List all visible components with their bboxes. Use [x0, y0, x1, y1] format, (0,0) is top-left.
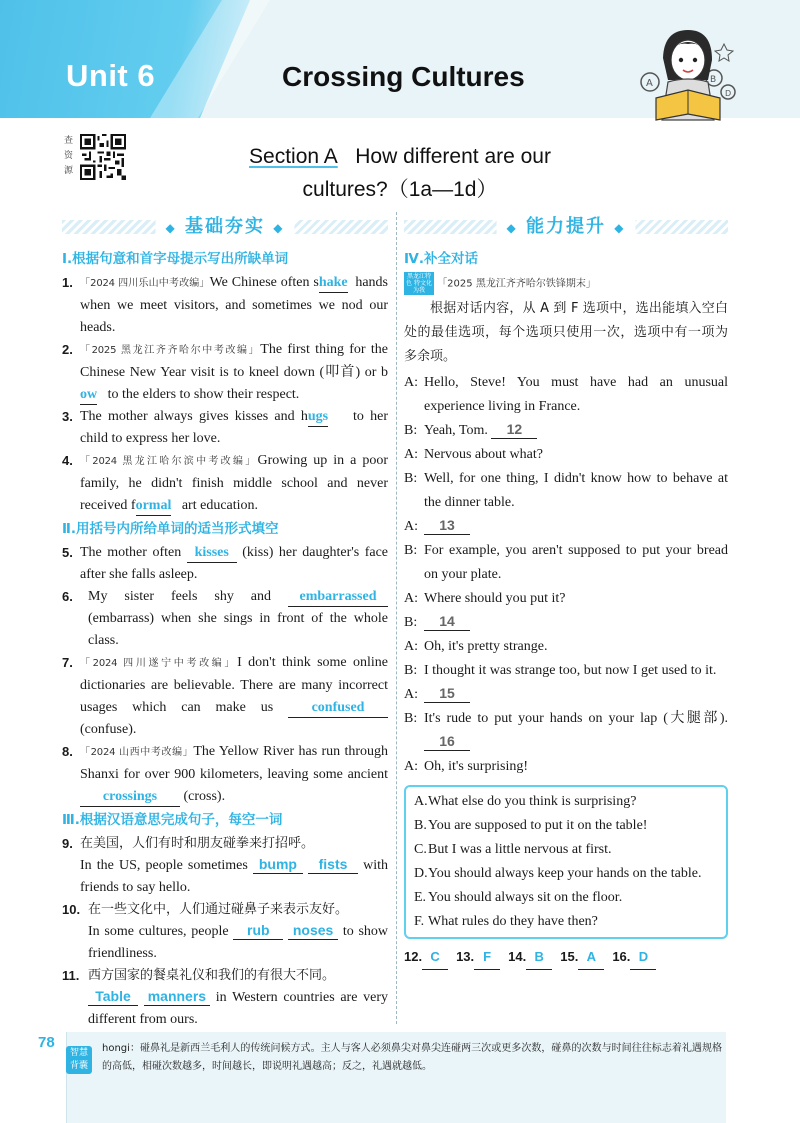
dialog-text: For example, you aren't supposed to put your bread on your plate. — [424, 543, 728, 582]
answer-row — [404, 945, 728, 970]
option-letter: E. — [414, 890, 427, 905]
question-3 — [62, 406, 388, 450]
question-text: The mother often — [80, 545, 182, 560]
section-title-line2: cultures?（1a—1d） — [302, 178, 498, 201]
banner-diamond-icon: ◆ — [506, 221, 518, 235]
question-text: to her child to express her love. — [80, 409, 389, 446]
dialog-gap-blank[interactable]: 12 — [491, 420, 537, 439]
question-text: The mother always gives kisses and h — [80, 409, 308, 424]
answer-number: 15. — [560, 949, 579, 964]
option-item — [414, 886, 720, 910]
option-item — [414, 862, 720, 886]
banner-diamond-icon: ◆ — [165, 221, 177, 235]
speaker-label: B: — [404, 543, 418, 558]
speaker-label: A: — [404, 519, 418, 534]
question-text: The first thing for the Chinese New Year visit is to kneel down (叩首) or b — [80, 342, 388, 380]
question-text: I don't think some online dictionaries are believable. There are many incorrect usages which can make us — [80, 655, 388, 715]
question-source-tag: 「2024 四川遂宁中考改编」 — [80, 658, 238, 669]
question-source-tag: 「2024 黑龙江哈尔滨中考改编」 — [80, 456, 258, 467]
page-header — [0, 0, 800, 201]
option-text: You are supposed to put it on the table! — [428, 818, 648, 833]
banner-basics-label — [155, 212, 294, 243]
question-chinese: 在美国，人们有时和朋友碰拳来打招呼。 — [80, 836, 315, 851]
dialog-instructions: 根据对话内容，从 A 到 F 选项中，选出能填入空白处的最佳选项，每个选项只使用一次，选项中有一项为多余项。 — [404, 301, 728, 364]
question-7 — [62, 652, 388, 741]
answer-blank[interactable]: crossings — [80, 788, 180, 807]
speaker-label: A: — [404, 687, 418, 702]
question-text: In the US, people sometimes — [80, 858, 248, 873]
basic-exercises-column — [62, 212, 388, 1031]
question-number: 3 . — [62, 406, 73, 428]
question-6 — [62, 586, 388, 652]
qr-side-char: 查 — [64, 136, 74, 146]
option-text: What else do you think is surprising? — [428, 794, 637, 809]
answer-blank[interactable]: A — [578, 945, 604, 970]
qr-side-char: 源 — [64, 166, 74, 176]
speaker-label: A: — [404, 591, 418, 606]
question-chinese: 在一些文化中，人们通过碰鼻子来表示友好。 — [88, 902, 349, 917]
question-text: to — [342, 924, 354, 939]
part2-title: Ⅱ.用括号内所给单词的适当形式填空 — [62, 521, 279, 537]
option-item — [414, 814, 720, 838]
dialog-line — [404, 707, 728, 755]
answer-blank[interactable]: noses — [288, 921, 338, 940]
part4-title: Ⅳ.补全对话 — [404, 251, 478, 267]
question-number: 2 . — [62, 339, 73, 361]
dialog-text: Oh, it's pretty strange. — [424, 639, 548, 654]
speaker-label: B: — [404, 471, 418, 486]
question-source-tag: 「2024 四川乐山中考改编」 — [80, 278, 210, 289]
option-text: What rules do they have then? — [428, 914, 598, 929]
answer-blank[interactable]: Table — [88, 987, 138, 1006]
option-letter: D. — [414, 866, 428, 881]
option-item — [414, 790, 720, 814]
dialog-text: Nervous about what? — [424, 447, 543, 462]
svg-text:D: D — [725, 89, 732, 98]
banner-basics-text: 基础夯实 — [185, 216, 265, 237]
dialog-text: Where should you put it? — [424, 591, 566, 606]
speaker-label: B: — [404, 423, 418, 438]
section-title-line1: How different are our — [355, 145, 551, 168]
banner-diamond-icon: ◆ — [273, 221, 285, 235]
question-text: art education. — [181, 498, 259, 513]
question-number: 5 . — [62, 542, 73, 564]
question-number: 1 . — [62, 272, 73, 294]
dialog-line — [404, 371, 728, 419]
question-text: My sister feels shy and — [88, 589, 272, 604]
part3-title: Ⅲ.根据汉语意思完成句子，每空一词 — [62, 812, 283, 828]
question-chinese: 西方国家的餐桌礼仪和我们的有很大不同。 — [88, 968, 336, 983]
dialog-text: It's rude to put your hands on your lap (大腿部). — [424, 711, 728, 726]
question-text: to the elders to show their respect. — [107, 387, 300, 402]
question-text: We Chinese often s — [209, 275, 319, 290]
unit-title: Crossing Cultures — [282, 61, 525, 92]
speaker-label: A: — [404, 759, 418, 774]
dialog-line — [404, 635, 728, 659]
dialog-line — [404, 611, 728, 635]
dialog-gap-blank[interactable]: 15 — [424, 684, 470, 703]
dialog-line — [404, 443, 728, 467]
question-text: show friendliness. — [88, 924, 389, 961]
option-letter: C. — [414, 842, 427, 857]
dialog — [404, 371, 728, 779]
question-number: 8 . — [62, 741, 73, 763]
unit-label: Unit 6 — [66, 58, 156, 93]
answer-number: 12. — [404, 949, 423, 964]
answer-blank[interactable]: ow — [80, 386, 97, 405]
question-9 — [62, 833, 388, 899]
option-text: You should always sit on the floor. — [428, 890, 623, 905]
dialog-text: I thought it was strange too, but now I get used to it. — [424, 663, 717, 678]
page-number: 78 — [38, 1034, 55, 1051]
banner-advanced — [404, 212, 728, 242]
question-10 — [62, 899, 388, 965]
dialog-line — [404, 683, 728, 707]
question-number: 11 . — [62, 965, 79, 987]
question-text: with friends to say hello. — [80, 858, 389, 895]
options-box — [404, 785, 728, 939]
answer-number: 14. — [508, 949, 527, 964]
option-text: But I was a little nervous at first. — [428, 842, 612, 857]
question-2 — [62, 339, 388, 406]
region-badge: 黑龙江特色 特文化为我 — [404, 272, 434, 295]
section-a-label: Section A — [249, 145, 338, 168]
dialog-line — [404, 419, 728, 443]
option-item — [414, 910, 720, 934]
banner-advanced-label — [496, 212, 635, 243]
answer-blank[interactable]: C — [422, 945, 448, 970]
option-text: You should always keep your hands on the table. — [428, 866, 702, 881]
answer-blank[interactable]: rub — [233, 921, 283, 940]
speaker-label: A: — [404, 639, 418, 654]
question-text: (cross). — [183, 789, 226, 804]
speaker-label: B: — [404, 711, 418, 726]
dialog-line — [404, 755, 728, 779]
speaker-label: B: — [404, 663, 418, 678]
tip-text: hongi：碰鼻礼是新西兰毛利人的传统问候方式。主人与客人必须鼻尖对鼻尖连碰两三次或更多次数，碰鼻的次数与时间往往标志着礼遇规格的高低，相碰次数越多，时间越长，即说明礼遇越高；反之，礼遇就越低。 — [102, 1043, 722, 1072]
speaker-label: A: — [404, 447, 418, 462]
answer-blank[interactable]: ormal — [136, 497, 172, 516]
option-item — [414, 838, 720, 862]
question-text: In some cultures, people — [88, 924, 229, 939]
question-11 — [62, 965, 388, 1031]
dialog-source — [404, 272, 728, 295]
question-text: The Yellow River has run through Shanxi for over 900 kilometers, leaving some ancient — [80, 744, 388, 782]
banner-advanced-text: 能力提升 — [526, 216, 606, 237]
answer-blank[interactable]: kisses — [187, 544, 237, 563]
dialog-text: Hello, Steve! You must have had an unusual experience living in France. — [424, 375, 728, 414]
speaker-label: A: — [404, 375, 418, 390]
speaker-label: B: — [404, 615, 418, 630]
svg-text:B: B — [710, 75, 717, 85]
option-letter: B. — [414, 818, 427, 833]
question-8 — [62, 741, 388, 808]
question-source-tag: 「2025 黑龙江齐齐哈尔中考改编」 — [80, 345, 261, 356]
answer-blank[interactable]: embarrassed — [288, 588, 388, 607]
svg-text:A: A — [646, 78, 653, 89]
answer-blank[interactable]: F — [474, 945, 500, 970]
question-1 — [62, 272, 388, 339]
option-letter: A. — [414, 794, 428, 809]
question-source-tag: 「2024 山西中考改编」 — [80, 747, 194, 758]
answer-number: 13. — [456, 949, 475, 964]
question-text: Growing up in a poor family, he didn't finish middle school and never received f — [80, 453, 388, 513]
tip-badge: 智慧背囊 — [66, 1046, 92, 1074]
question-text: (kiss) her daughter's face after she falls asleep. — [80, 545, 389, 582]
question-number: 10 . — [62, 899, 80, 921]
question-text: hands when we meet visitors, and sometimes we nod our heads. — [80, 275, 389, 335]
advanced-exercises-column — [404, 212, 728, 970]
answer-number: 16. — [612, 949, 631, 964]
question-text: (embarrass) when she sings in front of the whole class. — [88, 611, 388, 648]
dialog-text: Oh, it's surprising! — [424, 759, 529, 774]
girl-reading-illustration — [628, 20, 748, 132]
column-divider — [396, 212, 397, 1024]
dialog-line — [404, 515, 728, 539]
answer-blank[interactable]: confused — [288, 699, 388, 718]
answer-blank[interactable]: fists — [308, 855, 358, 874]
banner-diamond-icon: ◆ — [614, 221, 626, 235]
answer-blank[interactable]: B — [526, 945, 552, 970]
question-5 — [62, 542, 388, 586]
answer-blank[interactable]: manners — [144, 987, 210, 1006]
dialog-gap-blank[interactable]: 16 — [424, 732, 470, 751]
question-number: 9 . — [62, 833, 73, 855]
part1-title: Ⅰ.根据句意和首字母提示写出所缺单词 — [62, 251, 289, 267]
dialog-gap-blank[interactable]: 13 — [424, 516, 470, 535]
qr-side-char: 资 — [64, 151, 74, 161]
banner-basics — [62, 212, 388, 242]
question-number: 7 . — [62, 652, 73, 674]
answer-blank[interactable]: ugs — [308, 408, 328, 427]
dialog-source-text: 「2025 黑龙江齐齐哈尔铁锋期末」 — [437, 278, 596, 290]
dialog-line — [404, 539, 728, 587]
option-letter: F. — [414, 914, 425, 929]
dialog-gap-blank[interactable]: 14 — [424, 612, 470, 631]
answer-blank[interactable]: hake — [319, 274, 348, 293]
answer-blank[interactable]: D — [630, 945, 656, 970]
answer-blank[interactable]: bump — [253, 855, 303, 874]
question-4 — [62, 450, 388, 517]
dialog-line — [404, 659, 728, 683]
dialog-line — [404, 467, 728, 515]
dialog-text: Yeah, Tom. — [424, 423, 488, 438]
section-title — [0, 140, 800, 206]
question-text: (confuse). — [80, 722, 137, 737]
dialog-text: Well, for one thing, I didn't know how to behave at the dinner table. — [424, 471, 728, 510]
question-number: 6 . — [62, 586, 73, 608]
question-text: in Western countries are very different from ours. — [88, 990, 388, 1027]
dialog-line — [404, 587, 728, 611]
question-number: 4 . — [62, 450, 73, 472]
